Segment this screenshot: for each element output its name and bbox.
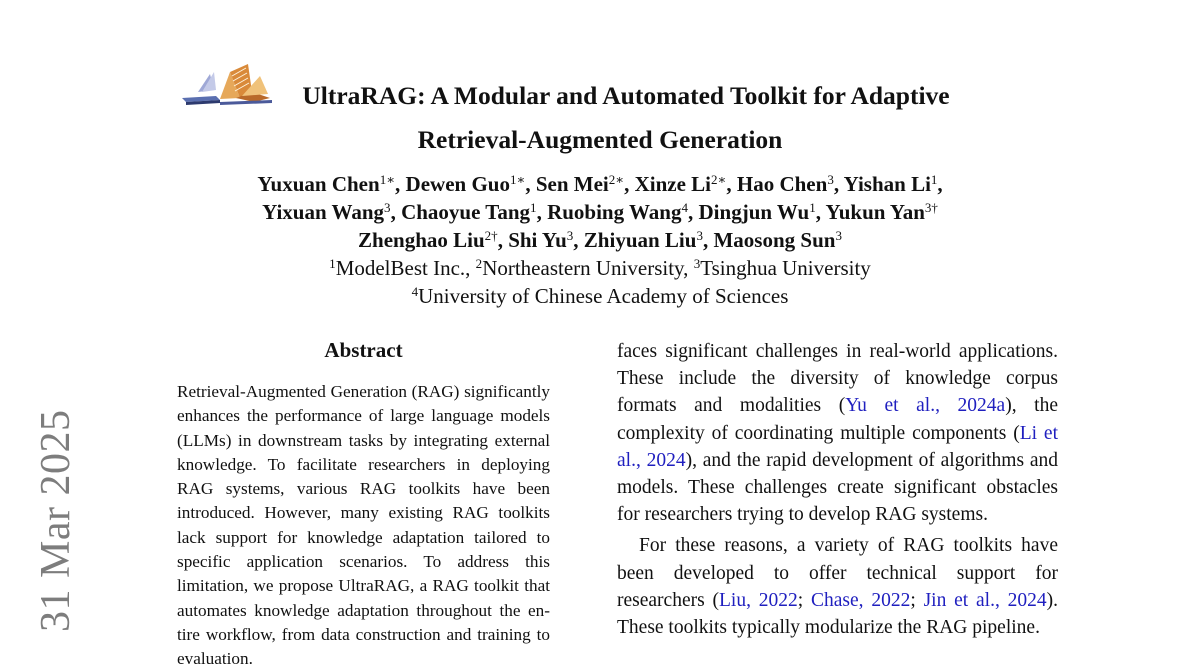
author-name: Shi Yu <box>508 228 567 252</box>
author-marker: 2∗ <box>608 171 625 187</box>
author-marker: 2∗ <box>711 171 727 187</box>
author-name: Xinze Li <box>634 172 712 196</box>
author-marker: 1 <box>530 199 537 215</box>
affiliation: ModelBest Inc., <box>335 256 476 280</box>
author-name: Yixuan Wang <box>262 200 385 224</box>
authors-line-1: Yuxuan Chen$^{1∗}$, Dewen Guo$^{1∗}$, Sen Mei$^{2∗}$, Xinze $Li^{2∗}$, Hao Chen$^3$, Yishan Li$^1$, <box>257 171 943 196</box>
citation-link[interactable]: Chase, 2022 <box>810 589 911 611</box>
affiliation: Tsinghua University <box>700 256 871 280</box>
author-marker: 1 <box>809 199 816 215</box>
author-marker: 1∗ <box>379 171 396 187</box>
author-name: Maosong Sun <box>713 228 836 252</box>
affiliations-line-2 <box>0 284 1200 309</box>
body-paragraph-2: For these reasons, a variety of RAG toolkits have been developed to offer technical support for researchers (Liu, 2022; Chase, 2022; Jin et al., 2024). These toolkits typically modularize the RAG pipeline. <box>617 535 1059 639</box>
body-column-right <box>617 338 1058 641</box>
author-marker: 3† <box>924 199 938 215</box>
abstract-heading: Abstract <box>324 338 403 362</box>
affiliation-marker: 4 <box>411 283 419 299</box>
citation-link[interactable]: Liu, 2022 <box>718 589 798 611</box>
author-name: Ruobing Wang <box>547 200 682 224</box>
paper-title-line-2: Retrieval-Augmented Generation <box>417 125 783 154</box>
author-marker: 3 <box>566 227 574 243</box>
body-paragraph-1: faces significant challenges in real-world applications. These include the diversity of knowledge corpus formats and modalities (Yu et al., 2024a), the complexity of coordinating multiple components (Li et al., 2024), and the rapid development of algorithms and models. These challenges create significant obstacles for researchers trying to develop RAG systems. <box>617 341 1058 526</box>
author-marker: 1 <box>930 171 938 187</box>
author-name: Yukun Yan <box>825 200 925 224</box>
affiliation-marker: 2 <box>475 255 483 271</box>
affiliation: Northeastern University, <box>482 256 694 280</box>
author-name: Dewen Guo <box>405 172 510 196</box>
author-name: Sen Mei <box>535 172 609 196</box>
paper-title-line-1: UltraRAG: A Modular and Automated Toolkit for Adaptive <box>302 81 950 110</box>
citation-link[interactable]: Li et al., 2024 <box>617 422 1058 471</box>
author-name: Yuxuan Chen <box>257 172 380 196</box>
author-marker: 1∗ <box>509 171 526 187</box>
author-name: Zhenghao Liu <box>358 228 485 252</box>
author-marker: 3 <box>384 199 391 215</box>
author-name: Dingjun Wu <box>698 200 810 224</box>
arxiv-date-stamp: 31 Mar 2025 <box>33 409 79 632</box>
author-marker: 2† <box>484 227 498 243</box>
citation-link[interactable]: Yu et al., 2024a <box>845 395 1006 417</box>
affiliation: University of Chinese Academy of Sciences <box>418 284 789 308</box>
authors-line-3: Zhenghao Liu$^{2\dagger}$, Shi Yu$^3$, Zhiyuan Liu$^3$, Maosong Sun$^3$ <box>358 227 842 252</box>
citation-link[interactable]: Jin et al., 2024 <box>923 589 1047 611</box>
author-marker: 3 <box>827 171 834 187</box>
affiliations-line-1 <box>0 256 1200 281</box>
author-name: Zhiyuan Liu <box>583 228 697 252</box>
abstract-text: Retrieval-Augmented Generation (RAG) significantly enhances the performance of large language models (LLMs) in downstream tasks by integrating external knowledge. To facilitate researchers in deploying RAG systems, various RAG toolkits have been introduced. However, many existing RAG toolkits lack support for knowledge adaptation tailored to specific application scenarios. To address this limitation, we propose UltraRAG, a RAG toolkit that automates knowledge adaptation throughout the entire workflow, from data construction and training to evaluation. <box>177 382 550 669</box>
author-name: Hao Chen <box>736 172 828 196</box>
affiliation-marker: 1 <box>329 255 336 271</box>
authors-line-2: Yixuan Wang$^3$, Chaoyue Tang$^1$, Ruobing Wang$^4$, Dingjun Wu$^1$, Yukun Yan$^{3\dagger}$ <box>262 199 938 224</box>
affiliation-marker: 3 <box>693 255 701 271</box>
author-marker: 4 <box>681 199 689 215</box>
author-marker: 3 <box>835 227 842 243</box>
author-marker: 3 <box>696 227 703 243</box>
author-name: Yishan Li <box>843 172 931 196</box>
author-name: Chaoyue Tang <box>401 200 531 224</box>
